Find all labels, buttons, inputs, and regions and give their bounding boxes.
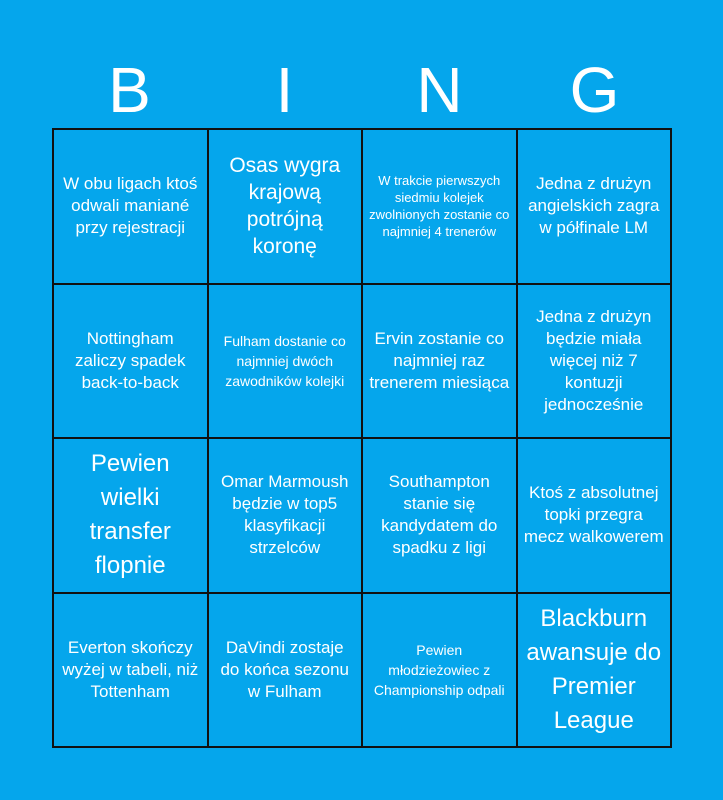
header-letter-g: G bbox=[569, 54, 620, 126]
bingo-cell[interactable] bbox=[208, 593, 363, 748]
bingo-cell-text: Blackburn awansuje do Premier League bbox=[526, 604, 662, 734]
header-letter-i: I bbox=[275, 54, 294, 126]
bingo-cell[interactable] bbox=[517, 593, 672, 748]
bingo-cell[interactable] bbox=[517, 129, 672, 284]
bingo-cell[interactable] bbox=[362, 129, 517, 284]
bingo-cell-text: Jedna z drużyn będzie miała więcej niż 7 kontuzji jednocześnie bbox=[536, 306, 652, 414]
bingo-cell[interactable] bbox=[53, 593, 208, 748]
header-letter-b: B bbox=[108, 54, 151, 126]
bingo-cell-text: DaVindi zostaje do końca sezonu w Fulham bbox=[220, 637, 350, 701]
bingo-grid bbox=[52, 128, 672, 748]
bingo-cell-text: Ktoś z absolutnej topki przegra mecz walkowerem bbox=[523, 483, 664, 547]
bingo-cell[interactable] bbox=[362, 438, 517, 593]
bingo-cell[interactable] bbox=[53, 438, 208, 593]
bingo-cell[interactable] bbox=[208, 129, 363, 284]
bingo-cell-text: Pewien wielki transfer flopnie bbox=[89, 450, 171, 580]
bingo-cell[interactable] bbox=[517, 438, 672, 593]
bingo-cell-text: Southampton stanie się kandydatem do spadku z ligi bbox=[381, 472, 498, 558]
bingo-cell-text: Jedna z drużyn angielskich zagra w półfinale LM bbox=[528, 174, 660, 238]
bingo-cell-text: Pewien młodzieżowiec z Championship odpali bbox=[373, 641, 505, 698]
bingo-cell-text: Nottingham zaliczy spadek back-to-back bbox=[74, 328, 186, 392]
bingo-cell-text: Osas wygra krajową potrójną koronę bbox=[229, 154, 341, 259]
bingo-cell[interactable] bbox=[53, 284, 208, 439]
bingo-cell-text: W obu ligach ktoś odwali maniané przy rejestracji bbox=[63, 174, 198, 238]
bingo-cell-text: Everton skończy wyżej w tabeli, niż Tottenham bbox=[62, 637, 199, 701]
bingo-cell[interactable] bbox=[208, 284, 363, 439]
bingo-cell[interactable] bbox=[517, 284, 672, 439]
header-letter-n: N bbox=[416, 54, 463, 126]
bingo-cell[interactable] bbox=[208, 438, 363, 593]
bingo-cell[interactable] bbox=[53, 129, 208, 284]
bingo-cell[interactable] bbox=[362, 284, 517, 439]
bingo-cell[interactable] bbox=[362, 593, 517, 748]
bingo-cell-text: Ervin zostanie co najmniej raz trenerem miesiąca bbox=[369, 328, 510, 392]
bingo-cell-text: Omar Marmoush będzie w top5 klasyfikacji strzelców bbox=[220, 472, 349, 558]
bingo-cell-text: Fulham dostanie co najmniej dwóch zawodników kolejki bbox=[223, 332, 346, 389]
bingo-cell-text: W trakcie pierwszych siedmiu kolejek zwolnionych zostanie co najmniej 4 trenerów bbox=[369, 173, 510, 240]
bingo-header bbox=[52, 55, 672, 125]
